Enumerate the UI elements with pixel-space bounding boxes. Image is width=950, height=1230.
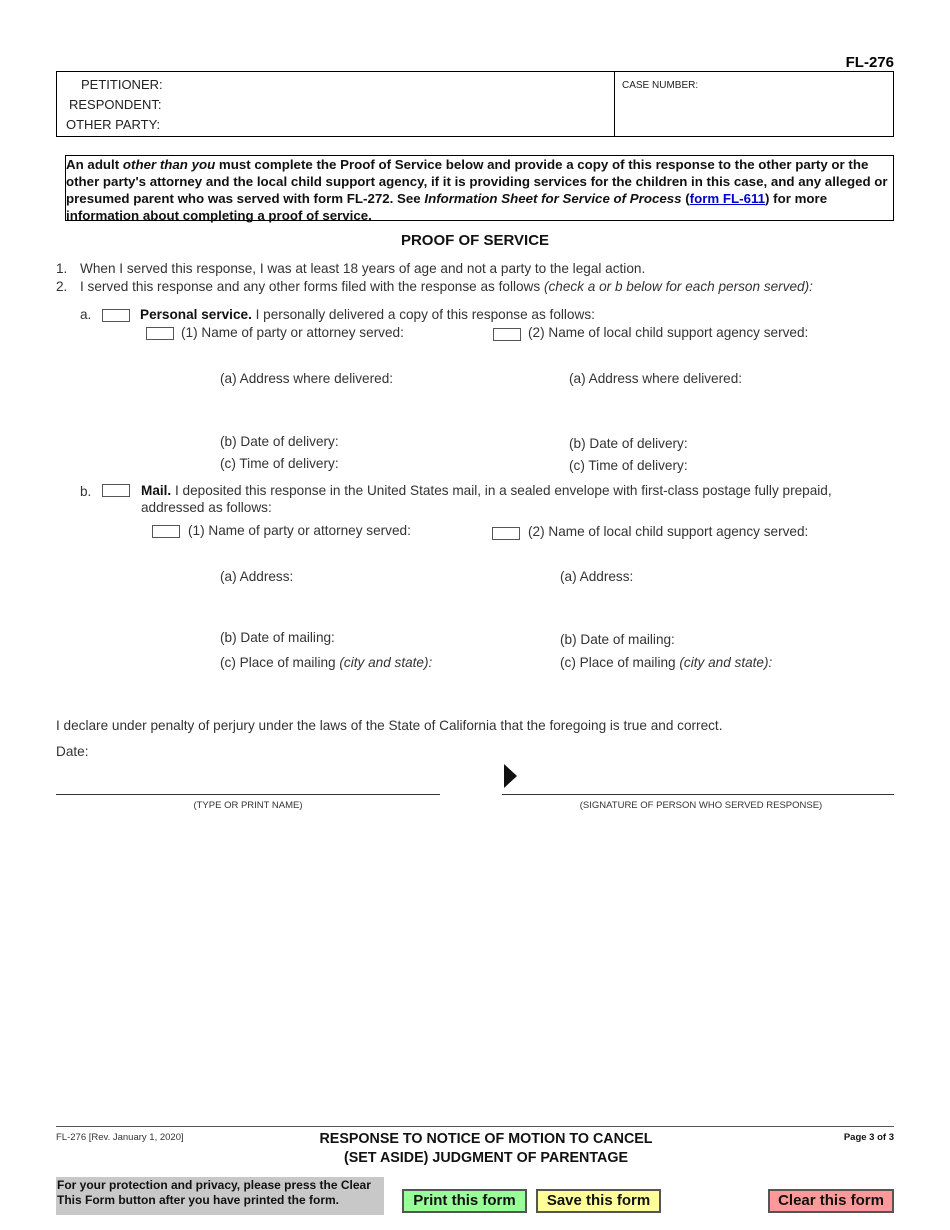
personal-agency-label: (2) Name of local child support agency served: xyxy=(528,325,809,340)
footer-title xyxy=(0,1130,950,1168)
signature-caption: (SIGNATURE OF PERSON WHO SERVED RESPONSE) xyxy=(579,800,823,811)
notice-text-1: An adult xyxy=(66,157,123,172)
personal-right-time-label: (c) Time of delivery: xyxy=(569,458,688,473)
name-caption: (TYPE OR PRINT NAME) xyxy=(193,800,303,811)
form-revision: FL-276 [Rev. January 1, 2020] xyxy=(56,1132,184,1143)
item-2-text xyxy=(80,279,813,294)
name-line xyxy=(56,794,440,795)
mail-right-address-label: (a) Address: xyxy=(560,569,634,584)
page-number: Page 3 of 3 xyxy=(843,1132,894,1143)
date-label: Date: xyxy=(56,744,89,759)
caption-box xyxy=(56,71,894,137)
mail-right-date-label: (b) Date of mailing: xyxy=(560,632,675,647)
privacy-note: For your protection and privacy, please press the Clear This Form button after you have printed the form. xyxy=(56,1177,384,1215)
personal-agency-checkbox[interactable] xyxy=(493,328,521,341)
case-number-label: CASE NUMBER: xyxy=(622,80,699,91)
form-fl-611-link[interactable]: form FL-611 xyxy=(689,191,766,206)
mail-left-address-label: (a) Address: xyxy=(220,569,294,584)
signature-line xyxy=(502,794,894,795)
item-2-main: I served this response and any other forms filed with the response as follows xyxy=(80,279,544,294)
personal-party-label: (1) Name of party or attorney served: xyxy=(181,325,404,340)
notice-text-4: ) for more information about completing a proof of service. xyxy=(66,191,828,223)
personal-left-time-label: (c) Time of delivery: xyxy=(220,456,339,471)
signature-arrow-icon xyxy=(504,764,517,788)
personal-party-checkbox[interactable] xyxy=(146,327,174,340)
mail-service-checkbox[interactable] xyxy=(102,484,130,497)
notice-text-2: must complete the Proof of Service below and provide a copy of this response to the other party or the other party's attorney and the local child support agency, if it is providing services for the children in this case, and any alleged or presumed parent who was served with form FL-272. See xyxy=(66,157,888,206)
personal-right-address-label: (a) Address where delivered: xyxy=(569,371,743,386)
footer-rule xyxy=(56,1126,894,1127)
mail-party-label: (1) Name of party or attorney served: xyxy=(188,523,411,538)
mail-service-letter: b. xyxy=(80,484,92,499)
respondent-label: RESPONDENT: xyxy=(69,97,162,112)
declaration-text: I declare under penalty of perjury under the laws of the State of California that the foregoing is true and correct. xyxy=(56,718,723,733)
item-1-number: 1. xyxy=(56,261,68,276)
other-party-label: OTHER PARTY: xyxy=(66,117,161,132)
form-id: FL-276 xyxy=(845,54,894,71)
mail-service-text xyxy=(141,483,832,498)
mail-left-place-hint: (city and state): xyxy=(339,655,433,670)
item-2-number: 2. xyxy=(56,279,68,294)
footer-title-line-1: RESPONSE TO NOTICE OF MOTION TO CANCEL xyxy=(319,1131,653,1147)
personal-left-date-label: (b) Date of delivery: xyxy=(220,434,339,449)
item-1-text: When I served this response, I was at least 18 years of age and not a party to the legal action. xyxy=(80,261,646,276)
mail-left-place-text: (c) Place of mailing xyxy=(220,655,340,670)
mail-right-place-label xyxy=(560,655,772,670)
mail-left-place-label xyxy=(220,655,432,670)
mail-right-place-text: (c) Place of mailing xyxy=(560,655,680,670)
footer-title-line-2: (SET ASIDE) JUDGMENT OF PARENTAGE xyxy=(343,1150,629,1166)
mail-right-place-hint: (city and state): xyxy=(679,655,773,670)
service-notice xyxy=(65,155,894,221)
personal-service-letter: a. xyxy=(80,307,92,322)
print-form-button[interactable]: Print this form xyxy=(402,1189,527,1213)
mail-agency-label: (2) Name of local child support agency served: xyxy=(528,524,809,539)
personal-right-date-label: (b) Date of delivery: xyxy=(569,436,688,451)
personal-service-desc: I personally delivered a copy of this response as follows: xyxy=(251,307,595,322)
clear-form-button[interactable]: Clear this form xyxy=(768,1189,894,1213)
notice-text-3: ( xyxy=(681,191,690,206)
personal-service-title: Personal service. xyxy=(140,307,252,322)
mail-agency-checkbox[interactable] xyxy=(492,527,520,540)
mail-service-desc-2: addressed as follows: xyxy=(141,500,272,515)
personal-service-checkbox[interactable] xyxy=(102,309,130,322)
notice-emphasis-2: Information Sheet for Service of Process xyxy=(424,191,682,206)
caption-divider xyxy=(614,72,615,136)
petitioner-label: PETITIONER: xyxy=(81,77,163,92)
item-2-instruction: (check a or b below for each person served): xyxy=(543,279,813,294)
proof-of-service-heading: PROOF OF SERVICE xyxy=(400,232,550,249)
save-form-button[interactable]: Save this form xyxy=(536,1189,661,1213)
notice-emphasis-1: other than you xyxy=(122,157,216,172)
mail-service-desc: I deposited this response in the United States mail, in a sealed envelope with first-class postage fully prepaid, xyxy=(171,483,832,498)
personal-left-address-label: (a) Address where delivered: xyxy=(220,371,394,386)
personal-service-text xyxy=(140,307,595,322)
mail-service-title: Mail. xyxy=(141,483,172,498)
mail-party-checkbox[interactable] xyxy=(152,525,180,538)
mail-left-date-label: (b) Date of mailing: xyxy=(220,630,335,645)
